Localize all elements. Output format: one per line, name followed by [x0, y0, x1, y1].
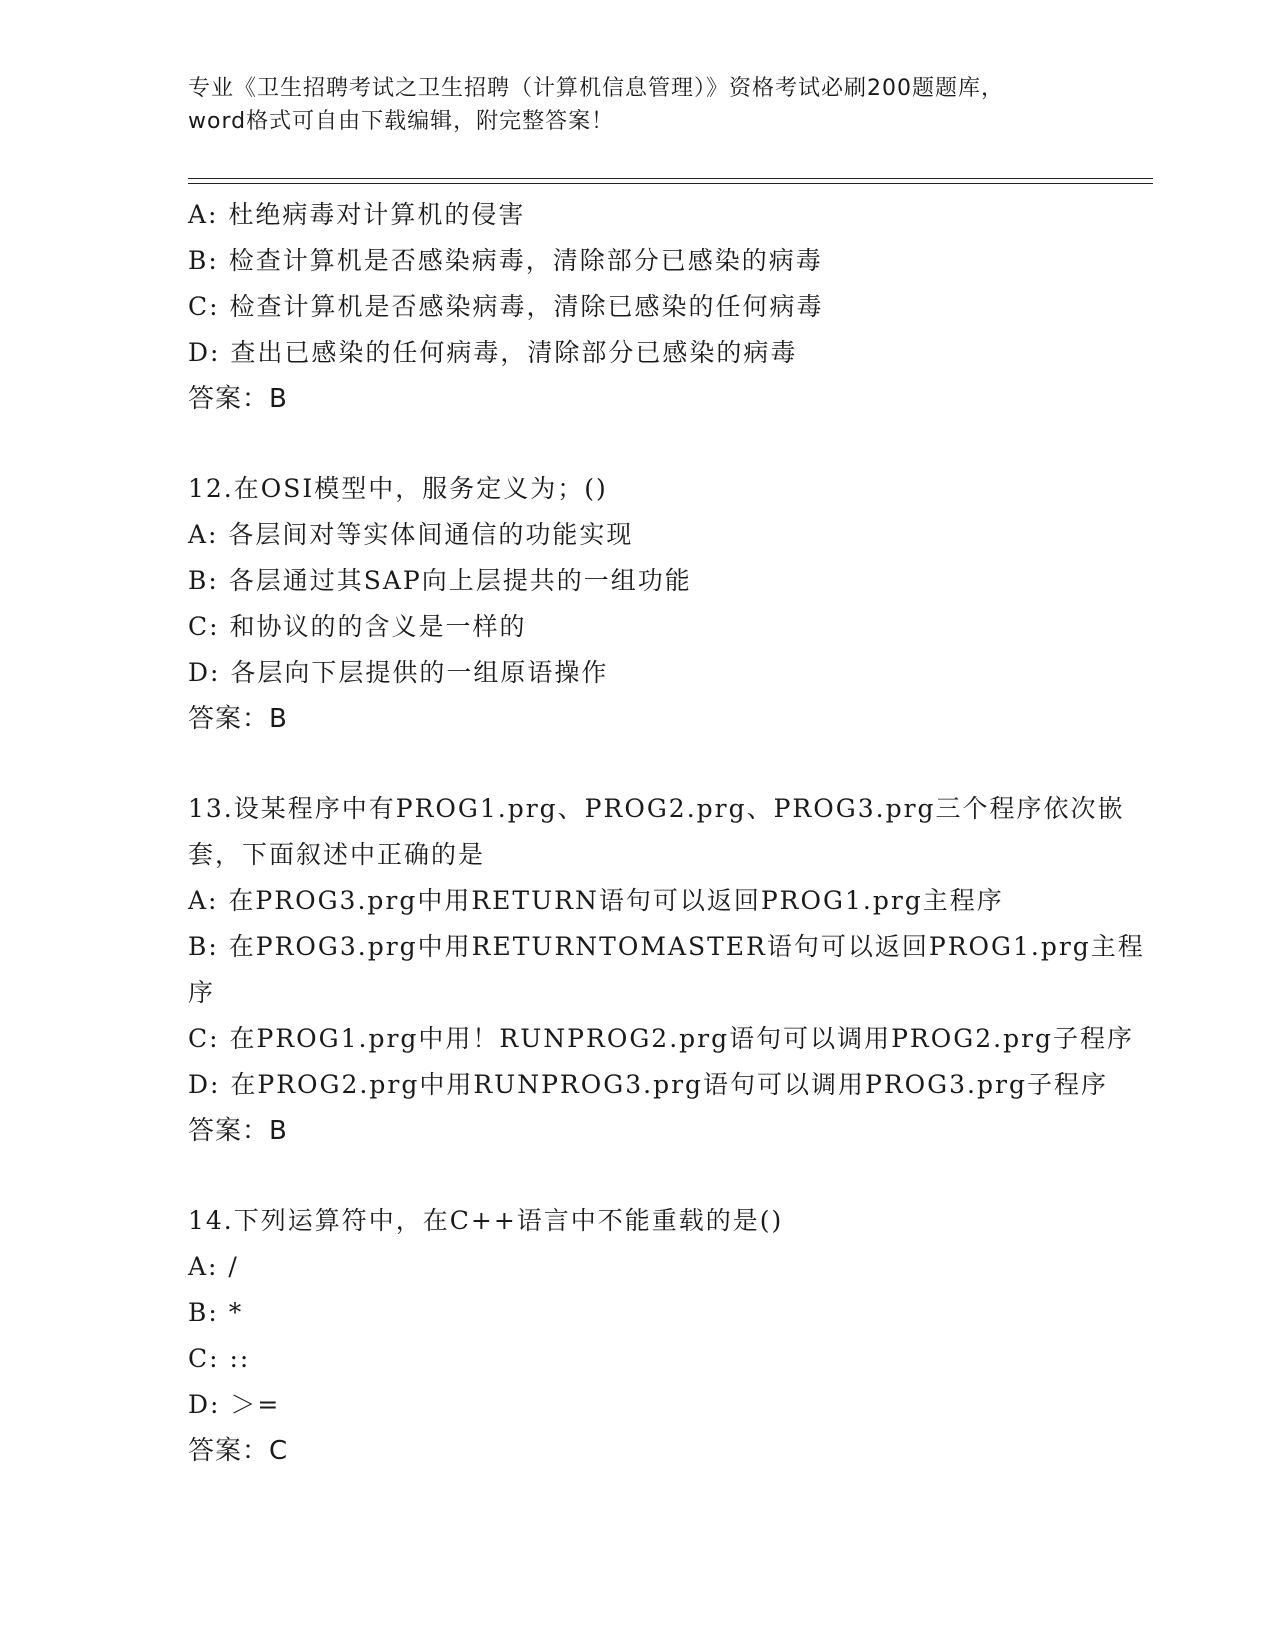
question-stem-line-1: 13.设某程序中有PROG1.prg、PROG2.prg、PROG3.prg三个程序依次嵌	[188, 794, 1125, 823]
option-b: B: *	[188, 1298, 244, 1327]
option-a: A: 杜绝病毒对计算机的侵害	[188, 200, 526, 229]
header-divider-bottom	[188, 183, 1153, 184]
option-c: C: 在PROG1.prg中用！RUNPROG2.prg语句可以调用PROG2.prg子程序	[188, 1024, 1135, 1053]
answer: 答案：B	[188, 1116, 288, 1146]
spacer	[188, 742, 1088, 786]
option-c: C: ::	[188, 1344, 251, 1373]
question-stem-line-2: 套，下面叙述中正确的是	[188, 840, 486, 869]
header-divider-top	[188, 178, 1153, 179]
header-line-1: 专业《卫生招聘考试之卫生招聘（计算机信息管理）》资格考试必刷200题题库，	[188, 76, 1004, 101]
question-12	[188, 466, 1088, 742]
option-b-continued: 序	[188, 978, 216, 1007]
answer: 答案：C	[188, 1436, 289, 1466]
spacer	[188, 1154, 1088, 1198]
option-b: B: 检查计算机是否感染病毒，清除部分已感染的病毒	[188, 246, 823, 275]
question-stem: 14.下列运算符中，在C++语言中不能重载的是()	[188, 1206, 784, 1235]
question-14	[188, 1198, 1088, 1474]
option-c: C: 和协议的的含义是一样的	[188, 612, 527, 641]
option-b: B: 各层通过其SAP向上层提共的一组功能	[188, 566, 692, 595]
option-b: B: 在PROG3.prg中用RETURNTOMASTER语句可以返回PROG1.prg主程	[188, 932, 1145, 961]
option-a: A: /	[188, 1252, 239, 1281]
option-d: D: 各层向下层提供的一组原语操作	[188, 658, 609, 687]
header-line-2: word格式可自由下载编辑，附完整答案！	[188, 109, 615, 134]
option-a: A: 各层间对等实体间通信的功能实现	[188, 520, 634, 549]
option-d: D: 查出已感染的任何病毒，清除部分已感染的病毒	[188, 338, 798, 367]
document-header	[188, 72, 1088, 138]
option-a: A: 在PROG3.prg中用RETURN语句可以返回PROG1.prg主程序	[188, 886, 1004, 915]
question-11	[188, 192, 1088, 422]
spacer	[188, 422, 1088, 466]
question-stem: 12.在OSI模型中，服务定义为；()	[188, 474, 608, 503]
option-d: D: 在PROG2.prg中用RUNPROG3.prg语句可以调用PROG3.prg子程序	[188, 1070, 1108, 1099]
question-13	[188, 786, 1145, 1154]
answer: 答案：B	[188, 704, 288, 734]
question-list	[188, 192, 1145, 1474]
option-d: D: ＞=	[188, 1390, 281, 1419]
option-c: C: 检查计算机是否感染病毒，清除已感染的任何病毒	[188, 292, 824, 321]
answer: 答案：B	[188, 384, 288, 414]
